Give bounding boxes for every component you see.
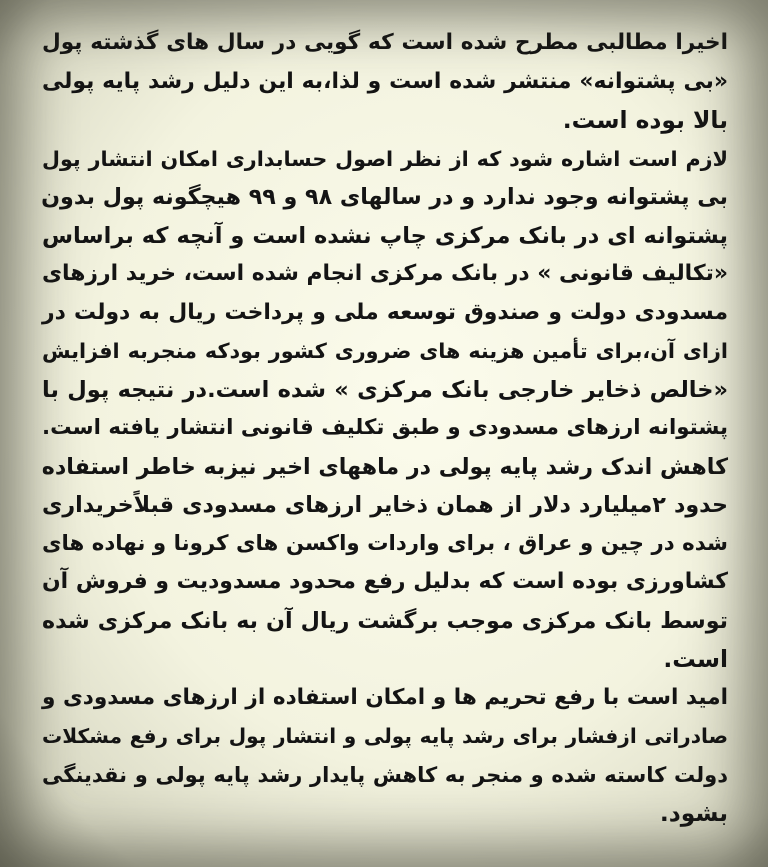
text-line: پشتوانه ارزهای مسدودی و طبق تکلیف قانونی انتشار یافته است. <box>42 415 728 440</box>
text-line: دولت کاسته شده و منجر به کاهش پایدار رشد پایه پولی و نقدینگی <box>42 762 728 787</box>
text-line: بالا بوده است. <box>562 106 728 134</box>
text-line: امید است با رفع تحریم ها و امکان استفاده از ارزهای مسدودی و <box>42 684 728 710</box>
text-line: لازم است اشاره شود که از نظر اصول حسابداری امکان انتشار پول <box>42 146 728 171</box>
text-line: «بی پشتوانه» منتشر شده است و لذا،به این دلیل رشد پایه پولی <box>42 68 728 94</box>
text-line: کاهش اندک رشد پایه پولی در ماههای اخیر نیزبه خاطر استفاده <box>41 453 728 480</box>
text-line: بی پشتوانه وجود ندارد و در سالهای ۹۸ و ۹۹ هیچگونه پول بدون <box>41 184 728 210</box>
text-line: کشاورزی بوده است که بدلیل رفع محدود مسدودیت و فروش آن <box>42 569 728 594</box>
text-line: است. <box>663 645 728 673</box>
text-line: شده در چین و عراق ، برای واردات واکسن های کرونا و نهاده های <box>42 530 728 556</box>
text-line: پشتوانه ای در بانک مرکزی چاپ نشده است و آنچه که براساس <box>42 222 728 249</box>
text-line: ازای آن،برای تأمین هزینه های ضروری کشور بودکه منجربه افزایش <box>42 339 728 363</box>
text-line: توسط بانک مرکزی موجب برگشت ریال آن به بانک مرکزی شده <box>42 607 728 634</box>
text-line: اخیرا مطالبی مطرح شده است که گویی در سال های گذشته پول <box>42 30 728 55</box>
text-line: «خالص ذخایر خارجی بانک مرکزی » شده است.در نتیجه پول با <box>42 376 728 403</box>
text-line: صادراتی ازفشار برای رشد پایه پولی و انتشار پول برای رفع مشکلات <box>42 724 728 748</box>
text-line: «تکالیف قانونی » در بانک مرکزی انجام شده است، خرید ارزهای <box>41 261 728 286</box>
text-line: بشود. <box>659 799 728 827</box>
body-text <box>42 24 728 833</box>
text-line: حدود ۲میلیارد دلار از همان ذخایر ارزهای مسدودی قبلاًخریداری <box>42 492 728 518</box>
text-line: مسدودی دولت و صندوق توسعه ملی و پرداخت ریال به دولت در <box>42 299 728 325</box>
